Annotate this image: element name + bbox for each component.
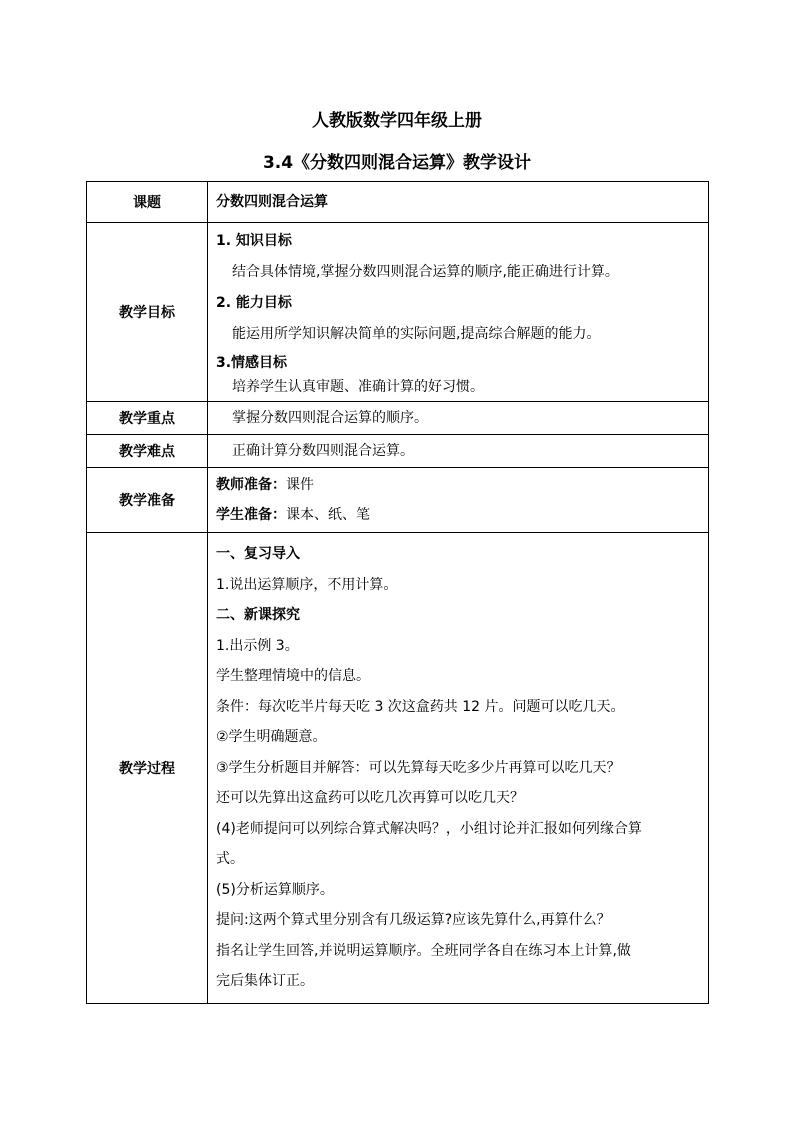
preparation-label: 教学准备: [87, 468, 208, 533]
key-point-label: 教学重点: [87, 402, 208, 435]
student-prep-value: 课本、纸、笔: [286, 507, 370, 523]
process-line: 指名让学生回答,并说明运算顺序。全班同学各自在练习本上计算,做: [216, 942, 631, 959]
key-point-cell: [208, 402, 709, 435]
process-line: ③学生分析题目并解答：可以先算每天吃多少片再算可以吃几天？: [216, 759, 621, 776]
lesson-plan-table: [86, 181, 709, 1004]
process-line: ②学生明确题意。: [216, 729, 327, 746]
student-prep: [216, 500, 702, 530]
topic-value: [208, 182, 709, 223]
process-line: 还可以先算出这盒药可以吃几次再算可以吃几天？: [216, 790, 524, 807]
topic-label: 课题: [87, 182, 208, 223]
objective-text: 结合具体情境,掌握分数四则混合运算的顺序,能正确进行计算。: [232, 264, 619, 280]
process-section-heading: 一、复习导入: [216, 546, 300, 563]
document-title: 人教版数学四年级上册: [312, 111, 482, 131]
objectives-label: 教学目标: [87, 223, 208, 402]
process-line: 学生整理情境中的信息。: [216, 668, 370, 685]
objective-heading: 3.情感目标: [216, 355, 288, 371]
process-label: 教学过程: [87, 533, 208, 1004]
table-row: [87, 182, 709, 223]
process-section-heading: 二、新课探究: [216, 607, 300, 624]
process-line: (4)老师提问可以列综合算式解决吗？，小组讨论并汇报如何列缘合算: [216, 820, 642, 837]
process-line: 提问:这两个算式里分别含有几级运算?应该先算什么,再算什么？: [216, 912, 611, 929]
objective-heading: 1. 知识目标: [216, 233, 292, 249]
difficulty-text: 正确计算分数四则混合运算。: [232, 443, 414, 459]
objective-heading: 2. 能力目标: [216, 295, 292, 311]
preparation-cell: [208, 468, 709, 533]
difficulty-label: 教学难点: [87, 435, 208, 468]
table-row: [87, 435, 709, 468]
topic-text: 分数四则混合运算: [216, 194, 328, 210]
table-row: [87, 533, 709, 1004]
teacher-prep-label: 教师准备：: [216, 477, 286, 493]
teacher-prep: [216, 470, 702, 500]
table-row: [87, 402, 709, 435]
table-row: [87, 468, 709, 533]
process-cell: [208, 533, 709, 1004]
student-prep-label: 学生准备：: [216, 507, 286, 523]
process-line: 条件：每次吃半片每天吃 3 次这盒药共 12 片。问题可以吃几天。: [216, 698, 625, 715]
process-line: (5)分析运算顺序。: [216, 881, 334, 898]
process-line: 式。: [216, 851, 244, 868]
process-line: 完后集体订正。: [216, 973, 314, 990]
difficulty-cell: [208, 435, 709, 468]
table-row: [87, 223, 709, 402]
objective-text: 能运用所学知识解决简单的实际问题,提高综合解题的能力。: [232, 326, 601, 342]
objective-text: 培养学生认真审题、准确计算的好习惯。: [232, 379, 484, 395]
teacher-prep-value: 课件: [286, 477, 314, 493]
key-point-text: 掌握分数四则混合运算的顺序。: [232, 410, 428, 426]
process-line: 1.出示例 3。: [216, 637, 299, 654]
process-line: 1.说出运算顺序，不用计算。: [216, 576, 398, 593]
document-subtitle: 3.4《分数四则混合运算》教学设计: [262, 153, 532, 173]
objectives-cell: [208, 223, 709, 402]
